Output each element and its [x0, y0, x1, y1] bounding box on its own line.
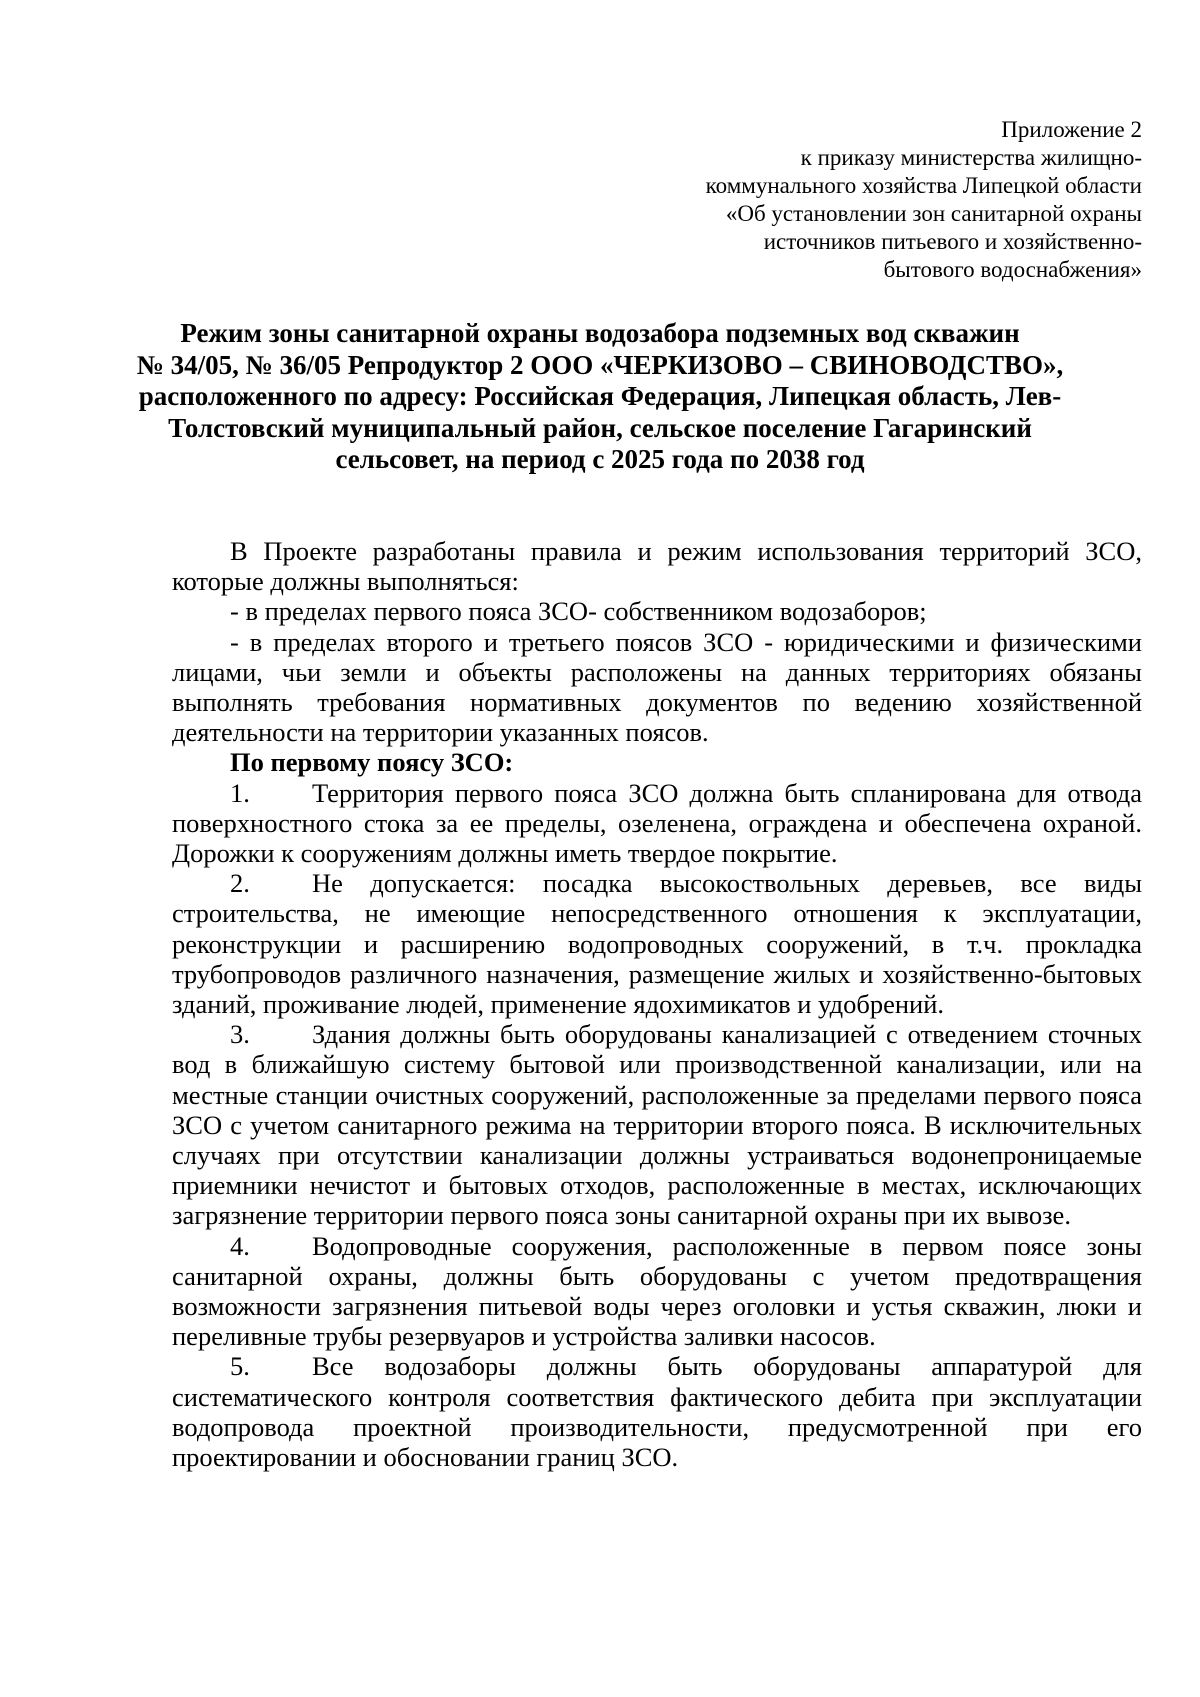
- title-line: расположенного по адресу: Российская Федерация, Липецкая область, Лев-: [138, 381, 1062, 411]
- item-text: Здания должны быть оборудованы канализацией с отведением сточных вод в ближайшую систему бытовой или производственной канализации, или на местные станции очистных сооружений, расположенные за пределами первого пояса ЗСО с учетом санитарного режима на территории второго пояса. В исключительных случаях при отсутствии канализации должны устраиваться водонепроницаемые приемники нечистот и бытовых отходов, расположенные в местах, исключающих загрязнение территории первого пояса зоны санитарной охраны при их вывозе.: [172, 1019, 1142, 1231]
- list-item: [172, 1351, 1142, 1472]
- item-number: 3.: [230, 1019, 250, 1050]
- list-item: [172, 778, 1142, 869]
- item-number: 1.: [230, 777, 250, 808]
- appendix-line: «Об установлении зон санитарной охраны: [725, 201, 1142, 226]
- item-text: Все водозаборы должны быть оборудованы аппаратурой для систематического контроля соответствия фактического дебита при эксплуатации водопровода проектной производительности, предусмотренной при его проектировании и обосновании границ ЗСО.: [172, 1351, 1142, 1473]
- appendix-line: коммунального хозяйства Липецкой области: [705, 173, 1142, 198]
- title-line: № 34/05, № 36/05 Репродуктор 2 ООО «ЧЕРКИЗОВО – СВИНОВОДСТВО»,: [136, 349, 1064, 380]
- first-belt-clause: - в пределах первого пояса ЗСО- собственником водозаборов;: [230, 596, 927, 627]
- appendix-header: [706, 116, 1142, 284]
- list-item: [172, 1019, 1142, 1230]
- item-number: 4.: [230, 1230, 250, 1261]
- document-body: [172, 536, 1142, 1472]
- appendix-line: к приказу министерства жилищно-: [800, 145, 1142, 170]
- title-line: Толстовский муниципальный район, сельское поселение Гагаринский: [168, 412, 1032, 443]
- appendix-line: Приложение 2: [1001, 117, 1142, 142]
- item-text: Территория первого пояса ЗСО должна быть спланирована для отвода поверхностного стока за ее пределы, озеленена, ограждена и обеспечена охраной. Дорожки к сооружениям должны иметь твердое покрытие.: [172, 777, 1142, 869]
- appendix-line: источников питьевого и хозяйственно-: [763, 229, 1142, 254]
- list-item: [172, 868, 1142, 1019]
- item-text: Не допускается: посадка высокоствольных деревьев, все виды строительства, не имеющие непосредственного отношения к эксплуатации, реконструкции и расширению водопроводных сооружений, в т.ч. прокладка трубопроводов различного назначения, размещение жилых и хозяйственно-бытовых зданий, проживание людей, применение ядохимикатов и удобрений.: [172, 868, 1142, 1020]
- section-heading: По первому поясу ЗСО:: [230, 747, 514, 778]
- title-line: сельсовет, на период с 2025 года по 2038 год: [335, 444, 865, 474]
- item-number: 5.: [230, 1351, 250, 1382]
- item-number: 2.: [230, 868, 250, 899]
- document-title: [120, 318, 1080, 476]
- second-third-belt-clause: - в пределах второго и третьего поясов ЗСО - юридическими и физическими лицами, чьи земли и объекты расположены на данных территориях обязаны выполнять требования нормативных документов по ведению хозяйственной деятельности на территории указанных поясов.: [172, 626, 1142, 748]
- title-line: Режим зоны санитарной охраны водозабора подземных вод скважин: [180, 318, 1020, 348]
- list-item: [172, 1231, 1142, 1352]
- appendix-line: бытового водоснабжения»: [883, 257, 1142, 282]
- item-text: Водопроводные сооружения, расположенные в первом поясе зоны санитарной охраны, должны быть оборудованы с учетом предотвращения возможности загрязнения питьевой воды через оголовки и устья скважин, люки и переливные трубы резервуаров и устройства заливки насосов.: [172, 1230, 1142, 1352]
- intro-paragraph: В Проекте разработаны правила и режим использования территорий ЗСО, которые должны выполняться:: [172, 536, 1142, 597]
